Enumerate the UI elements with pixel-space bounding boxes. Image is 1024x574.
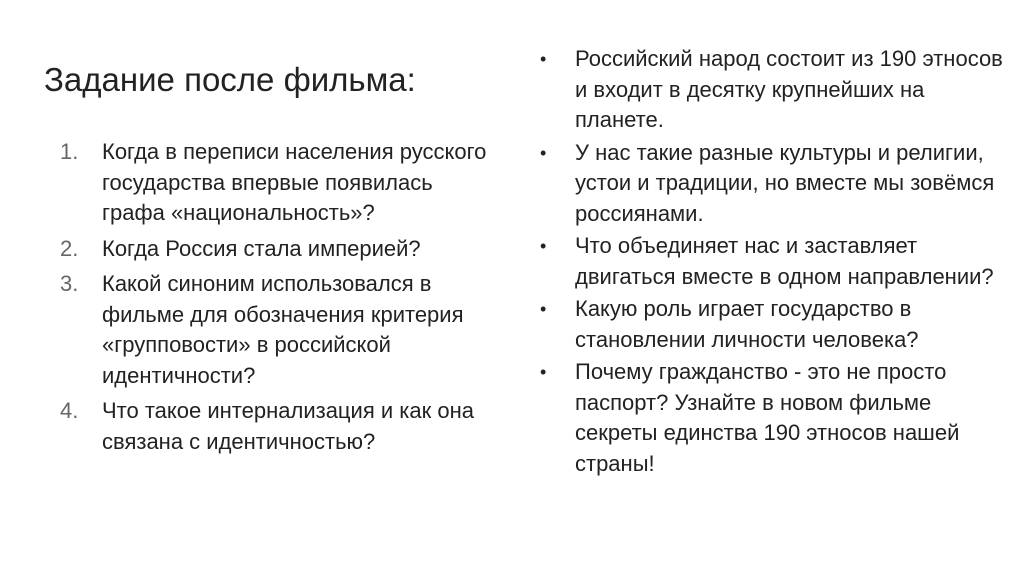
question-item — [60, 137, 500, 229]
bullet-text: Какую роль играет государство в становлении личности человека? — [575, 296, 919, 352]
bullet-icon: • — [540, 299, 547, 319]
question-item — [60, 234, 500, 265]
bullet-list — [538, 44, 1008, 481]
question-number: 1. — [60, 139, 79, 164]
question-item — [60, 396, 500, 457]
bullet-text: Российский народ состоит из 190 этносов и входит в десятку крупнейших на планете. — [575, 46, 1003, 132]
question-text: Когда в переписи населения русского государства впервые появилась графа «национальность»? — [102, 139, 487, 225]
question-number: 2. — [60, 235, 79, 261]
slide-title: Задание после фильма: — [44, 61, 416, 98]
question-number: 4. — [60, 398, 79, 423]
bullet-item — [538, 357, 1008, 479]
bullet-text: Что объединяет нас и заставляет двигаться вместе в одном направлении? — [575, 233, 994, 289]
bullet-icon: • — [540, 142, 547, 163]
question-text: Что такое интернализация и как она связана с идентичностью? — [102, 398, 474, 454]
bullet-icon: • — [540, 362, 547, 382]
question-item — [60, 269, 500, 391]
bullet-item — [538, 294, 1008, 355]
bullet-icon: • — [540, 49, 547, 69]
bullet-text: У нас такие разные культуры и религии, устои и традиции, но вместе мы зовёмся россиянами. — [575, 139, 995, 226]
bullet-item — [538, 138, 1008, 230]
question-text: Когда Россия стала империей? — [102, 235, 421, 261]
bullet-text: Почему гражданство - это не просто паспорт? Узнайте в новом фильме секреты единства 190 этносов нашей страны! — [575, 359, 960, 476]
question-number: 3. — [60, 271, 79, 296]
bullet-item — [538, 231, 1008, 292]
bullet-icon: • — [540, 236, 547, 256]
bullet-item — [538, 44, 1008, 136]
question-text: Какой синоним использовался в фильме для обозначения критерия «групповости» в российской идентичности? — [102, 271, 464, 388]
questions-list — [60, 137, 500, 462]
